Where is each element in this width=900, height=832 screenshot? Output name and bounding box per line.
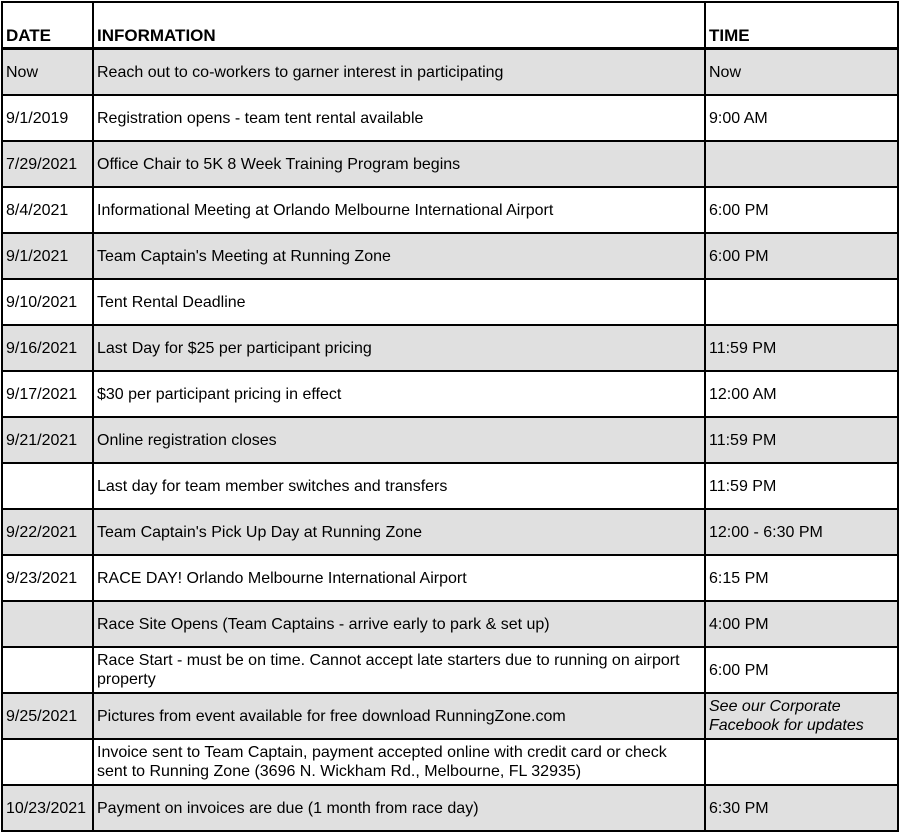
date-cell: 8/4/2021 [2,187,93,233]
column-header-time: TIME [705,2,898,49]
date-cell: Now [2,49,93,96]
time-cell: 6:00 PM [705,187,898,233]
information-cell: Last Day for $25 per participant pricing [93,325,705,371]
table-row [2,785,898,831]
table-row [2,509,898,555]
date-cell [2,647,93,693]
table-row [2,141,898,187]
information-cell: Online registration closes [93,417,705,463]
information-cell: Registration opens - team tent rental available [93,95,705,141]
table-row [2,95,898,141]
information-cell: Race Start - must be on time. Cannot accept late starters due to running on airport property [93,647,705,693]
time-cell: 6:00 PM [705,233,898,279]
date-cell: 9/1/2019 [2,95,93,141]
table-row [2,325,898,371]
date-cell [2,739,93,785]
table-row [2,693,898,739]
date-cell: 9/16/2021 [2,325,93,371]
information-cell: Office Chair to 5K 8 Week Training Program begins [93,141,705,187]
table-row [2,49,898,96]
information-cell: Team Captain's Pick Up Day at Running Zone [93,509,705,555]
time-cell [705,141,898,187]
information-cell: $30 per participant pricing in effect [93,371,705,417]
table-row [2,601,898,647]
date-cell: 9/25/2021 [2,693,93,739]
date-cell [2,463,93,509]
table-row [2,187,898,233]
time-cell: 12:00 AM [705,371,898,417]
time-cell: See our Corporate Facebook for updates [705,693,898,739]
header-row [2,2,898,49]
date-cell: 10/23/2021 [2,785,93,831]
time-cell [705,279,898,325]
information-cell: Informational Meeting at Orlando Melbourne International Airport [93,187,705,233]
information-cell: Payment on invoices are due (1 month from race day) [93,785,705,831]
time-cell: 4:00 PM [705,601,898,647]
date-cell: 9/21/2021 [2,417,93,463]
date-cell [2,601,93,647]
table-row [2,739,898,785]
table-row [2,279,898,325]
table-row [2,647,898,693]
date-cell: 9/23/2021 [2,555,93,601]
time-cell: 11:59 PM [705,417,898,463]
time-cell: 6:15 PM [705,555,898,601]
information-cell: Pictures from event available for free download RunningZone.com [93,693,705,739]
time-cell: 6:00 PM [705,647,898,693]
date-cell: 9/22/2021 [2,509,93,555]
time-cell [705,739,898,785]
time-cell: 11:59 PM [705,463,898,509]
time-cell: 6:30 PM [705,785,898,831]
date-cell: 9/1/2021 [2,233,93,279]
date-cell: 7/29/2021 [2,141,93,187]
event-schedule-table [1,1,899,832]
table-row [2,555,898,601]
information-cell: Team Captain's Meeting at Running Zone [93,233,705,279]
information-cell: Invoice sent to Team Captain, payment accepted online with credit card or check sent to Running Zone (3696 N. Wickham Rd., Melbourne, FL 32935) [93,739,705,785]
time-cell: Now [705,49,898,96]
information-cell: Last day for team member switches and transfers [93,463,705,509]
table-row [2,463,898,509]
time-cell: 11:59 PM [705,325,898,371]
table-row [2,233,898,279]
column-header-date: DATE [2,2,93,49]
table-row [2,417,898,463]
time-cell: 12:00 - 6:30 PM [705,509,898,555]
information-cell: Tent Rental Deadline [93,279,705,325]
table-row [2,371,898,417]
information-cell: RACE DAY! Orlando Melbourne International Airport [93,555,705,601]
date-cell: 9/17/2021 [2,371,93,417]
date-cell: 9/10/2021 [2,279,93,325]
information-cell: Reach out to co-workers to garner interest in participating [93,49,705,96]
information-cell: Race Site Opens (Team Captains - arrive early to park & set up) [93,601,705,647]
time-cell: 9:00 AM [705,95,898,141]
column-header-information: INFORMATION [93,2,705,49]
